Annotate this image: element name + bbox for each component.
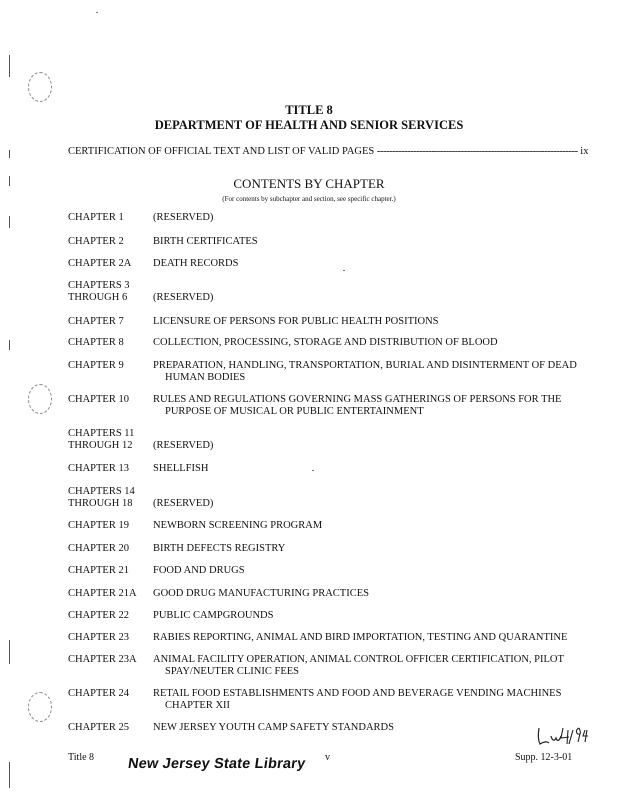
supplement-date: Supp. 12-3-01 — [515, 752, 573, 763]
chapter-title: COLLECTION, PROCESSING, STORAGE AND DISTRIBUTION OF BLOOD — [153, 337, 498, 348]
chapter-number: CHAPTER 23A — [68, 654, 137, 665]
certification-line — [68, 146, 588, 157]
chapter-title: FOOD AND DRUGS — [153, 565, 245, 576]
scan-speck — [343, 270, 345, 271]
scan-speck — [96, 12, 98, 13]
chapter-number-line1: CHAPTERS 14 — [68, 486, 135, 497]
chapter-number-line2: THROUGH 18 — [68, 498, 133, 509]
chapter-number-line2: THROUGH 6 — [68, 292, 128, 303]
chapter-number: CHAPTER 8 — [68, 337, 124, 348]
leader-dots: ------------------------------------------------------------------- — [376, 146, 578, 157]
chapter-title: (RESERVED) — [153, 498, 214, 509]
chapter-title: LICENSURE OF PERSONS FOR PUBLIC HEALTH POSITIONS — [153, 316, 439, 327]
chapter-title: ANIMAL FACILITY OPERATION, ANIMAL CONTROL OFFICER CERTIFICATION, PILOT SPAY/NEUTER CLINIC FEES — [153, 654, 564, 677]
chapter-title: GOOD DRUG MANUFACTURING PRACTICES — [153, 588, 369, 599]
chapter-title: (RESERVED) — [153, 292, 214, 303]
chapter-title: NEWBORN SCREENING PROGRAM — [153, 520, 323, 531]
chapter-number: CHAPTER 25 — [68, 722, 129, 733]
footer-title: Title 8 — [68, 752, 95, 763]
margin-mark — [9, 216, 10, 228]
chapter-number-line2: THROUGH 12 — [68, 440, 133, 451]
margin-mark — [9, 762, 10, 788]
margin-mark — [9, 340, 10, 350]
margin-mark — [9, 150, 10, 158]
chapter-number: CHAPTER 23 — [68, 632, 129, 643]
margin-mark — [9, 640, 10, 664]
chapter-number: CHAPTER 20 — [68, 543, 129, 554]
contents-note: (For contents by subchapter and section, see specific chapter.) — [222, 195, 396, 203]
chapter-title: PREPARATION, HANDLING, TRANSPORTATION, BURIAL AND DISINTERMENT OF DEAD HUMAN BODIES — [153, 360, 577, 383]
chapter-title: RABIES REPORTING, ANIMAL AND BIRD IMPORTATION, TESTING AND QUARANTINE — [153, 632, 568, 643]
chapter-number: CHAPTER 22 — [68, 610, 129, 621]
chapter-title: NEW JERSEY YOUTH CAMP SAFETY STANDARDS — [153, 722, 394, 733]
chapter-number-line1: CHAPTERS 11 — [68, 428, 135, 439]
chapter-number: CHAPTER 9 — [68, 360, 124, 371]
chapter-title: RULES AND REGULATIONS GOVERNING MASS GATHERINGS OF PERSONS FOR THE PURPOSE OF MUSICAL OR PUBLIC ENTERTAINMENT — [153, 394, 562, 417]
chapter-number: CHAPTER 21 — [68, 565, 129, 576]
document-title: TITLE 8 — [285, 103, 333, 117]
chapter-number: CHAPTER 19 — [68, 520, 129, 531]
chapter-title: PUBLIC CAMPGROUNDS — [153, 610, 274, 621]
chapter-title: BIRTH CERTIFICATES — [153, 236, 258, 247]
chapter-title: BIRTH DEFECTS REGISTRY — [153, 543, 286, 554]
chapter-number-line1: CHAPTERS 3 — [68, 280, 130, 291]
chapter-number: CHAPTER 13 — [68, 463, 129, 474]
chapter-number: CHAPTER 21A — [68, 588, 137, 599]
chapter-number: CHAPTER 7 — [68, 316, 124, 327]
chapter-title: SHELLFISH — [153, 463, 209, 474]
contents-heading: CONTENTS BY CHAPTER — [233, 176, 385, 191]
punch-hole — [28, 72, 52, 102]
margin-mark — [9, 55, 10, 77]
chapter-number: CHAPTER 10 — [68, 394, 129, 405]
chapter-number: CHAPTER 1 — [68, 212, 124, 223]
certification-page: ix — [580, 146, 588, 157]
chapter-title: RETAIL FOOD ESTABLISHMENTS AND FOOD AND BEVERAGE VENDING MACHINES CHAPTER XII — [153, 688, 562, 711]
chapter-title: DEATH RECORDS — [153, 258, 239, 269]
certification-label: CERTIFICATION OF OFFICIAL TEXT AND LIST OF VALID PAGES — [68, 146, 375, 157]
chapter-title: (RESERVED) — [153, 212, 214, 223]
document-subtitle: DEPARTMENT OF HEALTH AND SENIOR SERVICES — [154, 118, 464, 132]
chapter-title: (RESERVED) — [153, 440, 214, 451]
page-number: v — [325, 752, 330, 763]
punch-hole — [28, 384, 52, 414]
library-stamp: New Jersey State Library — [126, 756, 307, 772]
chapter-number: CHAPTER 24 — [68, 688, 129, 699]
chapter-number: CHAPTER 2 — [68, 236, 124, 247]
chapter-number: CHAPTER 2A — [68, 258, 132, 269]
punch-hole — [28, 692, 52, 722]
